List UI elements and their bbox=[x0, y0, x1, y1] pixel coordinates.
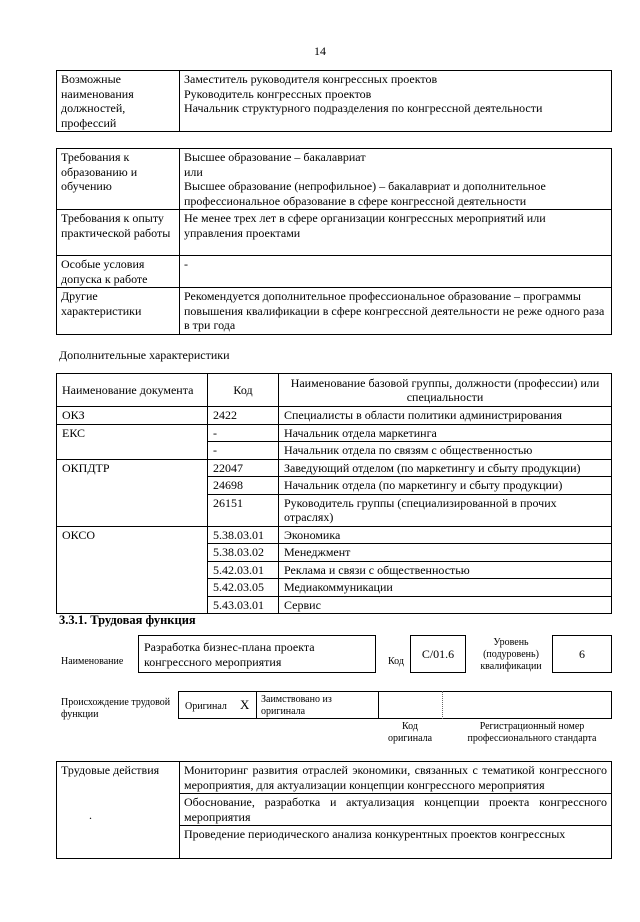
education-line: или bbox=[184, 164, 203, 179]
labor-action-item: Проведение периодического анализа конкурентных проектов конгрессных bbox=[180, 826, 612, 859]
position-item: Руководитель конгрессных проектов bbox=[184, 86, 372, 101]
name-cell: Руководитель группы (специализированной в прочих отраслях) bbox=[279, 494, 612, 526]
level-value: 6 bbox=[552, 635, 612, 673]
positions-table bbox=[56, 70, 612, 132]
code-cell: - bbox=[208, 424, 279, 442]
name-cell: Заведующий отделом (по маркетингу и сбыту продукции) bbox=[279, 459, 612, 477]
education-label: Требования к образованию и обучению bbox=[57, 149, 180, 210]
name-cell: Сервис bbox=[279, 596, 612, 614]
header-name: Наименование базовой группы, должности (профессии) или специальности bbox=[279, 374, 612, 407]
borrowed-label: Заимствовано из оригинала bbox=[261, 694, 332, 717]
code-cell: 5.38.03.02 bbox=[208, 544, 279, 562]
code-label: Код bbox=[388, 656, 404, 667]
code-value: С/01.6 bbox=[410, 635, 466, 673]
other-characteristics-value: Рекомендуется дополнительное профессиональное образование – программы повышения квалификации в сфере конгрессной деятельности не реже одного раза в три года bbox=[180, 288, 612, 335]
labor-actions-label bbox=[57, 762, 180, 859]
origin-divider-dotted bbox=[442, 691, 443, 719]
doc-eks: ЕКС bbox=[57, 424, 208, 459]
table-row bbox=[57, 459, 612, 477]
labor-action-item: Мониторинг развития отраслей экономики, связанных с тематикой конгрессного мероприятия, для актуализации концепции конгрессного мероприятия bbox=[180, 762, 612, 794]
other-characteristics-label: Другие характеристики bbox=[57, 288, 180, 335]
code-cell: 5.43.03.01 bbox=[208, 596, 279, 614]
education-line: Высшее образование (непрофильное) – бакалавриат и дополнительное профессиональное образование в сфере конгрессной деятельности bbox=[184, 179, 546, 208]
code-cell: 26151 bbox=[208, 494, 279, 526]
position-item: Начальник структурного подразделения по конгрессной деятельности bbox=[184, 101, 543, 115]
table-row bbox=[57, 526, 612, 544]
code-cell: 5.38.03.01 bbox=[208, 526, 279, 544]
table-row bbox=[57, 424, 612, 442]
page-number: 14 bbox=[314, 44, 326, 58]
requirements-table bbox=[56, 148, 612, 335]
original-mark: X bbox=[240, 697, 250, 712]
positions-values bbox=[180, 71, 612, 132]
special-conditions-label: Особые условия допуска к работе bbox=[57, 256, 180, 288]
doc-okz: ОКЗ bbox=[57, 407, 208, 425]
header-document: Наименование документа bbox=[57, 374, 208, 407]
doc-okpdtr: ОКПДТР bbox=[57, 459, 208, 526]
code-cell: 22047 bbox=[208, 459, 279, 477]
experience-value: Не менее трех лет в сфере организации конгрессных мероприятий или управления проектами bbox=[180, 210, 612, 256]
name-cell: Начальник отдела (по маркетингу и сбыту продукции) bbox=[279, 477, 612, 495]
origin-divider bbox=[378, 691, 379, 719]
education-line: Высшее образование – бакалавриат bbox=[184, 150, 366, 164]
labor-function-title: 3.3.1. Трудовая функция bbox=[59, 613, 196, 627]
level-label: Уровень (подуровень) квалификации bbox=[480, 637, 542, 672]
name-cell: Менеджмент bbox=[279, 544, 612, 562]
name-cell: Медиакоммуникации bbox=[279, 579, 612, 597]
code-cell: 5.42.03.05 bbox=[208, 579, 279, 597]
name-cell: Специалисты в области политики администрирования bbox=[279, 407, 612, 425]
origin-code-caption: Код оригинала bbox=[387, 721, 433, 744]
labor-actions-label-text: Трудовые действия bbox=[61, 763, 160, 777]
code-cell: - bbox=[208, 442, 279, 460]
name-cell: Начальник отдела по связям с общественностью bbox=[279, 442, 612, 460]
doc-okso: ОКСО bbox=[57, 526, 208, 614]
experience-label: Требования к опыту практической работы bbox=[57, 210, 180, 256]
origin-divider bbox=[256, 691, 257, 719]
labor-actions-table bbox=[56, 761, 612, 859]
origin-label: Происхождение трудовой функции bbox=[61, 697, 171, 720]
original-label: Оригинал bbox=[185, 701, 227, 712]
reg-number-caption: Регистрационный номер профессионального стандарта bbox=[467, 721, 597, 744]
name-cell: Начальник отдела маркетинга bbox=[279, 424, 612, 442]
code-cell: 5.42.03.01 bbox=[208, 561, 279, 579]
name-cell: Реклама и связи с общественностью bbox=[279, 561, 612, 579]
code-cell: 24698 bbox=[208, 477, 279, 495]
special-conditions-value: - bbox=[180, 256, 612, 288]
code-cell: 2422 bbox=[208, 407, 279, 425]
labor-action-item: Обоснование, разработка и актуализация концепции проекта конгрессного мероприятия bbox=[180, 794, 612, 826]
additional-characteristics-title: Дополнительные характеристики bbox=[59, 348, 230, 362]
name-label: Наименование bbox=[61, 656, 124, 667]
name-cell: Экономика bbox=[279, 526, 612, 544]
table-row bbox=[57, 407, 612, 425]
name-value: Разработка бизнес-плана проекта конгрессного мероприятия bbox=[138, 635, 376, 673]
position-item: Заместитель руководителя конгрессных проектов bbox=[184, 72, 438, 86]
additional-characteristics-table bbox=[56, 373, 612, 614]
labor-actions-dot: . bbox=[89, 807, 92, 822]
header-code: Код bbox=[208, 374, 279, 407]
education-values bbox=[180, 149, 612, 210]
positions-label: Возможные наименования должностей, профессий bbox=[57, 71, 180, 132]
